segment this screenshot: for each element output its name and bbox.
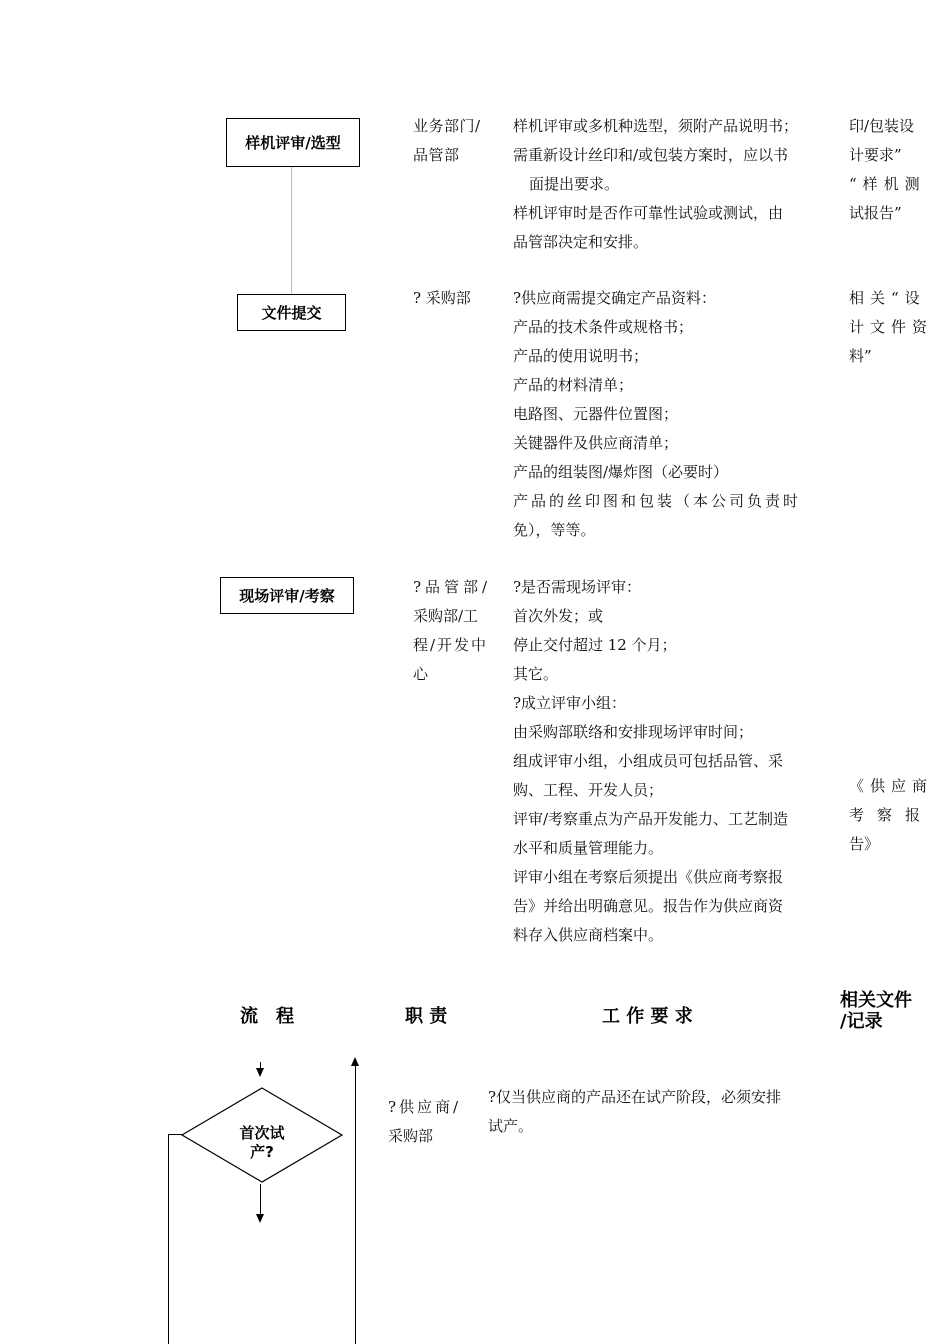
requirement-line: 需重新设计丝印和/或包装方案时，应以书 — [513, 146, 789, 164]
responsible-line: ?品管部/ — [413, 578, 492, 596]
responsible-line: ?供应商/ — [388, 1098, 462, 1116]
flow-box-document-submission-label: 文件提交 — [261, 304, 322, 322]
section4-requirements — [488, 1083, 833, 1141]
requirement-line: 停止交付超过 12 个月； — [513, 636, 677, 654]
requirement-line: 试产。 — [488, 1117, 534, 1135]
record-line: 告》 — [849, 835, 880, 853]
record-line: 印/包装设 — [849, 117, 915, 135]
responsible-line: 采购部 — [388, 1127, 434, 1145]
requirement-line: 产品的技术条件或规格书； — [513, 318, 694, 336]
record-line: 相关“设 — [849, 289, 926, 307]
flow-connector-return — [355, 1064, 356, 1344]
section2-requirements — [513, 284, 843, 545]
header-records-line1: 相关文件 — [840, 990, 912, 1011]
section3-records — [849, 772, 944, 859]
record-line: 《供应商 — [849, 777, 934, 795]
header-requirements — [602, 1002, 693, 1028]
requirement-line: 告》并给出明确意见。报告作为供应商资 — [513, 897, 784, 915]
record-line: 试报告” — [849, 204, 902, 222]
flow-connector-yes — [260, 1184, 261, 1216]
header-flow — [240, 1002, 294, 1028]
requirement-line: 评审小组在考察后须提出《供应商考察报 — [513, 868, 784, 886]
section1-records — [849, 112, 944, 228]
requirement-line: 关键器件及供应商清单； — [513, 434, 679, 452]
section4-responsible — [388, 1093, 483, 1151]
responsible-line: 采购部/工 — [413, 607, 479, 625]
flow-box-sample-review-label: 样机评审/选型 — [245, 134, 341, 152]
requirement-line: 水平和质量管理能力。 — [513, 839, 664, 857]
responsible-line: 品管部 — [413, 146, 460, 164]
requirement-line: 样机评审时是否作可靠性试验或测试，由 — [513, 204, 784, 222]
record-line: 料” — [849, 347, 872, 365]
header-requirements-label: 工 作 要 求 — [602, 1006, 693, 1027]
requirement-line: 评审/考察重点为产品开发能力、工艺制造 — [513, 810, 789, 828]
requirement-line: 购、工程、开发人员； — [513, 781, 664, 799]
flow-box-document-submission — [237, 294, 346, 331]
requirement-line: ?成立评审小组： — [513, 694, 627, 712]
responsible-line: ? 采购部 — [413, 289, 471, 307]
section3-responsible — [413, 573, 501, 689]
section3-requirements — [513, 573, 843, 950]
requirement-line: 电路图、元器件位置图； — [513, 405, 679, 423]
responsible-line: 业务部门/ — [413, 117, 481, 135]
flow-decision-label — [222, 1124, 302, 1161]
flow-arrow-yes — [256, 1214, 264, 1223]
flow-arrow-return — [351, 1057, 359, 1066]
flow-connector-1 — [291, 166, 292, 302]
requirement-line: 免），等等。 — [513, 521, 596, 539]
record-line: “样机测 — [849, 175, 926, 193]
section1-requirements — [513, 112, 843, 257]
flow-decision-label-line1: 首次试 — [239, 1124, 285, 1142]
flow-arrow-incoming — [256, 1068, 264, 1077]
section2-responsible — [413, 284, 503, 313]
flow-box-onsite-review-label: 现场评审/考察 — [239, 587, 335, 605]
requirement-line: 由采购部联络和安排现场评审时间； — [513, 723, 754, 741]
flow-decision-label-line2: 产? — [250, 1143, 274, 1161]
requirement-line: 品管部决定和安排。 — [513, 233, 649, 251]
requirement-line: 产品的材料清单； — [513, 376, 634, 394]
responsible-line: 程/开发中 — [413, 636, 489, 654]
requirement-line: 料存入供应商档案中。 — [513, 926, 664, 944]
flow-box-onsite-review — [220, 577, 354, 614]
requirement-line: ?供应商需提交确定产品资料： — [513, 289, 717, 307]
record-line: 计要求” — [849, 146, 902, 164]
responsible-line: 心 — [413, 665, 429, 683]
requirement-line: ?是否需现场评审： — [513, 578, 642, 596]
requirement-line: 其它。 — [513, 665, 559, 683]
header-duty-label: 职 责 — [405, 1006, 448, 1027]
record-line: 考察报 — [849, 806, 934, 824]
requirement-line: ?仅当供应商的产品还在试产阶段，必须安排 — [488, 1088, 782, 1106]
requirement-line: 组成评审小组，小组成员可包括品管、采 — [513, 752, 784, 770]
requirement-line: 面提出要求。 — [529, 175, 620, 193]
header-records-line2: /记录 — [840, 1011, 883, 1032]
requirement-line: 产品的丝印图和包装（本公司负责时 — [513, 492, 802, 510]
flow-connector-no-vertical — [168, 1134, 169, 1344]
requirement-line: 首次外发；或 — [513, 607, 604, 625]
section1-responsible — [413, 112, 499, 170]
section2-records — [849, 284, 944, 371]
header-flow-label: 流 程 — [240, 1006, 294, 1027]
requirement-line: 产品的使用说明书； — [513, 347, 649, 365]
header-records — [840, 990, 940, 1032]
flow-box-sample-review — [226, 118, 360, 167]
record-line: 计文件资 — [849, 318, 934, 336]
header-duty — [405, 1002, 447, 1028]
requirement-line: 样机评审或多机种选型，须附产品说明书； — [513, 117, 799, 135]
requirement-line: 产品的组装图/爆炸图（必要时） — [513, 463, 729, 481]
flow-connector-no-horizontal — [168, 1134, 182, 1135]
